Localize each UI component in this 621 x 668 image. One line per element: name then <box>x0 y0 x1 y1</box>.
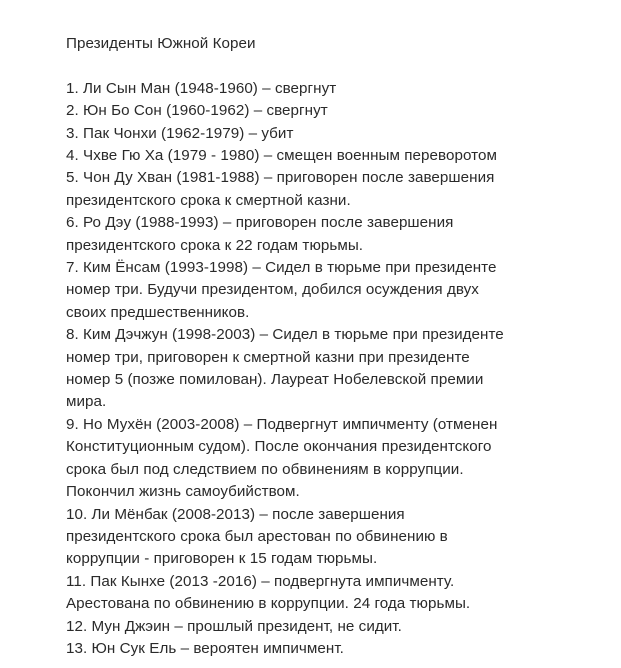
list-item <box>66 100 586 122</box>
list-item <box>66 257 586 324</box>
list-item-line: 3. Пак Чонхи (1962-1979) – убит <box>66 124 294 142</box>
list-item <box>66 123 586 145</box>
list-item-line: 4. Чхве Гю Ха (1979 - 1980) – смещен военным переворотом <box>66 147 497 165</box>
list-item-line: 7. Ким Ёнсам (1993-1998) – Сидел в тюрьме при президенте <box>66 259 497 277</box>
list-item-line: номер три. Будучи президентом, добился осуждения двух <box>66 281 479 299</box>
list-item-line: 8. Ким Дэчжун (1998-2003) – Сидел в тюрьме при президенте <box>66 326 504 344</box>
list-item <box>66 414 586 504</box>
list-item-line: своих предшественников. <box>66 303 250 321</box>
list-item-line: 13. Юн Сук Ель – вероятен импичмент. <box>66 639 344 657</box>
list-item <box>66 638 586 660</box>
list-item-line: 12. Мун Джэин – прошлый президент, не сидит. <box>66 617 402 635</box>
list-item <box>66 616 586 638</box>
list-item-line: Арестована по обвинению в коррупции. 24 года тюрьмы. <box>66 595 471 613</box>
list-item-line: президентского срока был арестован по обвинению в <box>66 527 448 545</box>
list-item <box>66 504 586 571</box>
list-item-line: номер 5 (позже помилован). Лауреат Нобелевской премии <box>66 371 484 389</box>
list-item <box>66 212 586 257</box>
list-item <box>66 167 586 212</box>
list-item <box>66 324 586 414</box>
list-item <box>66 571 586 616</box>
list-item-line: номер три, приговорен к смертной казни при президенте <box>66 348 470 366</box>
presidents-list <box>66 78 586 661</box>
document-body <box>66 33 586 660</box>
list-item-line: коррупции - приговорен к 15 годам тюрьмы. <box>66 550 378 568</box>
list-item-line: 6. Ро Дэу (1988-1993) – приговорен после завершения <box>66 214 454 232</box>
list-item-line: 2. Юн Бо Сон (1960-1962) – свергнут <box>66 102 328 120</box>
list-item-line: срока был под следствием по обвинениям в коррупции. <box>66 460 464 478</box>
list-item-line: 11. Пак Кынхе (2013 -2016) – подвергнута импичменту. <box>66 572 455 590</box>
list-item-line: мира. <box>66 393 107 411</box>
page-title: Президенты Южной Кореи <box>66 35 256 52</box>
spacer <box>66 55 586 77</box>
list-item-line: 10. Ли Мёнбак (2008-2013) – после завершения <box>66 505 405 523</box>
list-item-line: Покончил жизнь самоубийством. <box>66 483 300 501</box>
list-item <box>66 78 586 100</box>
list-item <box>66 145 586 167</box>
list-item-line: 9. Но Мухён (2003-2008) – Подвергнут импичменту (отменен <box>66 415 498 433</box>
list-item-line: Конституционным судом). После окончания президентского <box>66 438 492 456</box>
list-item-line: 1. Ли Сын Ман (1948-1960) – свергнут <box>66 79 337 97</box>
list-item-line: президентского срока к 22 годам тюрьмы. <box>66 236 364 254</box>
list-item-line: 5. Чон Ду Хван (1981-1988) – приговорен после завершения <box>66 169 495 187</box>
list-item-line: президентского срока к смертной казни. <box>66 191 351 209</box>
